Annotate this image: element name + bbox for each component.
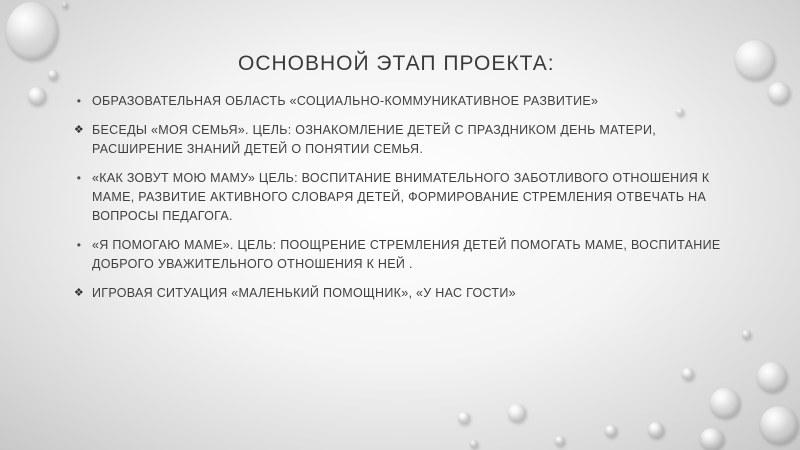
water-drop-decoration [470, 440, 478, 448]
water-drop-decoration [768, 82, 790, 104]
bullet-dot-icon: • [76, 94, 82, 108]
list-item-text: ИГРОВАЯ СИТУАЦИЯ «МАЛЕНЬКИЙ ПОМОЩНИК», «У НАС ГОСТИ» [92, 286, 516, 300]
list-item-text: «КАК ЗОВУТ МОЮ МАМУ» ЦЕЛЬ: ВОСПИТАНИЕ ВНИМАТЕЛЬНОГО ЗАБОТЛИВОГО ОТНОШЕНИЯ К МАМЕ, РАЗВИТИЕ АКТИВНОГО СЛОВАРЯ ДЕТЕЙ, ФОРМИРОВАНИЕ СТРЕМЛЕНИЯ ОТВЕЧАТЬ НА ВОПРОСЫ ПЕДАГОГА. [92, 171, 710, 223]
water-drop-decoration [700, 428, 724, 450]
slide-title: ОСНОВНОЙ ЭТАП ПРОЕКТА: [238, 52, 555, 75]
list-item [72, 169, 732, 226]
water-drop-decoration [28, 87, 46, 105]
water-drop-decoration [648, 422, 664, 438]
water-drop-decoration [62, 2, 68, 8]
water-drop-decoration [742, 330, 751, 339]
list-item-text: БЕСЕДЫ «МОЯ СЕМЬЯ». ЦЕЛЬ: ОЗНАКОМЛЕНИЕ ДЕТЕЙ С ПРАЗДНИКОМ ДЕНЬ МАТЕРИ, РАСШИРЕНИЕ ЗНАНИЙ ДЕТЕЙ О ПОНЯТИИ СЕМЬЯ. [92, 123, 657, 156]
water-drop-decoration [735, 40, 775, 80]
water-drop-decoration [682, 368, 694, 380]
list-item [72, 284, 732, 303]
water-drop-decoration [6, 2, 58, 60]
list-item-text: ОБРАЗОВАТЕЛЬНАЯ ОБЛАСТЬ «СОЦИАЛЬНО-КОММУНИКАТИВНОЕ РАЗВИТИЕ» [92, 94, 599, 108]
water-drop-decoration [555, 436, 565, 446]
bullet-list [72, 92, 732, 313]
bullet-dot-icon: • [76, 238, 82, 252]
water-drop-decoration [605, 425, 617, 437]
list-item [72, 92, 732, 111]
list-item-text: «Я ПОМОГАЮ МАМЕ». ЦЕЛЬ: ПООЩРЕНИЕ СТРЕМЛЕНИЯ ДЕТЕЙ ПОМОГАТЬ МАМЕ, ВОСПИТАНИЕ ДОБРОГО УВАЖИТЕЛЬНОГО ОТНОШЕНИЯ К НЕЙ . [92, 238, 721, 271]
water-drop-decoration [508, 404, 526, 422]
water-drop-decoration [48, 70, 58, 80]
bullet-diamond-icon: ❖ [73, 287, 85, 299]
water-drop-decoration [710, 388, 740, 418]
water-drop-decoration [757, 362, 787, 392]
bullet-dot-icon: • [76, 171, 82, 185]
list-item [72, 121, 732, 159]
water-drop-decoration [458, 412, 470, 424]
water-drop-decoration [760, 406, 798, 444]
bullet-diamond-icon: ❖ [73, 124, 85, 136]
list-item [72, 236, 732, 274]
